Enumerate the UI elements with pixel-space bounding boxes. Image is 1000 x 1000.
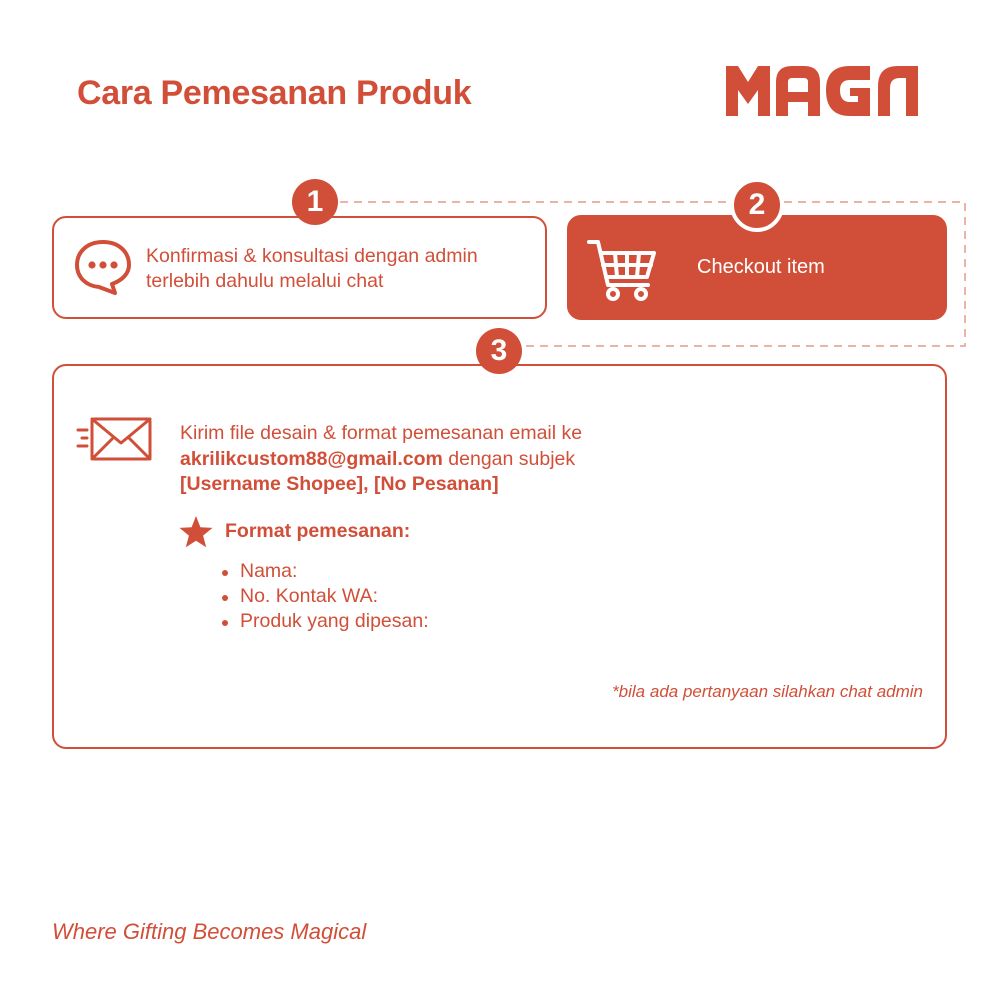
chat-bubble-icon <box>73 238 133 296</box>
page-title: Cara Pemesanan Produk <box>77 74 472 112</box>
email-suffix: dengan subjek <box>442 447 576 470</box>
footnote: *bila ada pertanyaan silahkan chat admin <box>612 682 923 701</box>
step-2-badge: 2 <box>730 178 784 232</box>
shopping-cart-icon <box>586 237 658 303</box>
email-subject: [Username Shopee], [No Pesanan] <box>180 473 499 495</box>
step-3-line-2 <box>180 447 582 473</box>
magi-logo <box>724 64 920 116</box>
step-3-text <box>180 421 582 498</box>
checkout-label: Checkout item <box>697 256 825 278</box>
envelope-icon <box>76 416 154 462</box>
format-item-contact: No. Kontak WA: <box>218 584 429 609</box>
format-list <box>218 559 429 634</box>
tagline: Where Gifting Becomes Magical <box>52 919 367 944</box>
star-icon <box>178 515 214 549</box>
step-1-badge: 1 <box>292 179 338 225</box>
step-3-line-1: Kirim file desain & format pemesanan email ke <box>180 422 583 444</box>
format-item-product: Produk yang dipesan: <box>218 609 429 634</box>
step-1-text <box>146 244 478 294</box>
step-3-badge: 3 <box>476 328 522 374</box>
step-3-line-3 <box>180 472 582 498</box>
format-item-name: Nama: <box>218 559 429 584</box>
email-address: akrilikcustom88@gmail.com <box>180 447 443 470</box>
format-title: Format pemesanan: <box>225 520 411 542</box>
step-1-line-2: terlebih dahulu melalui chat <box>146 270 384 292</box>
step-1-line-1: Konfirmasi & konsultasi dengan admin <box>146 245 478 267</box>
